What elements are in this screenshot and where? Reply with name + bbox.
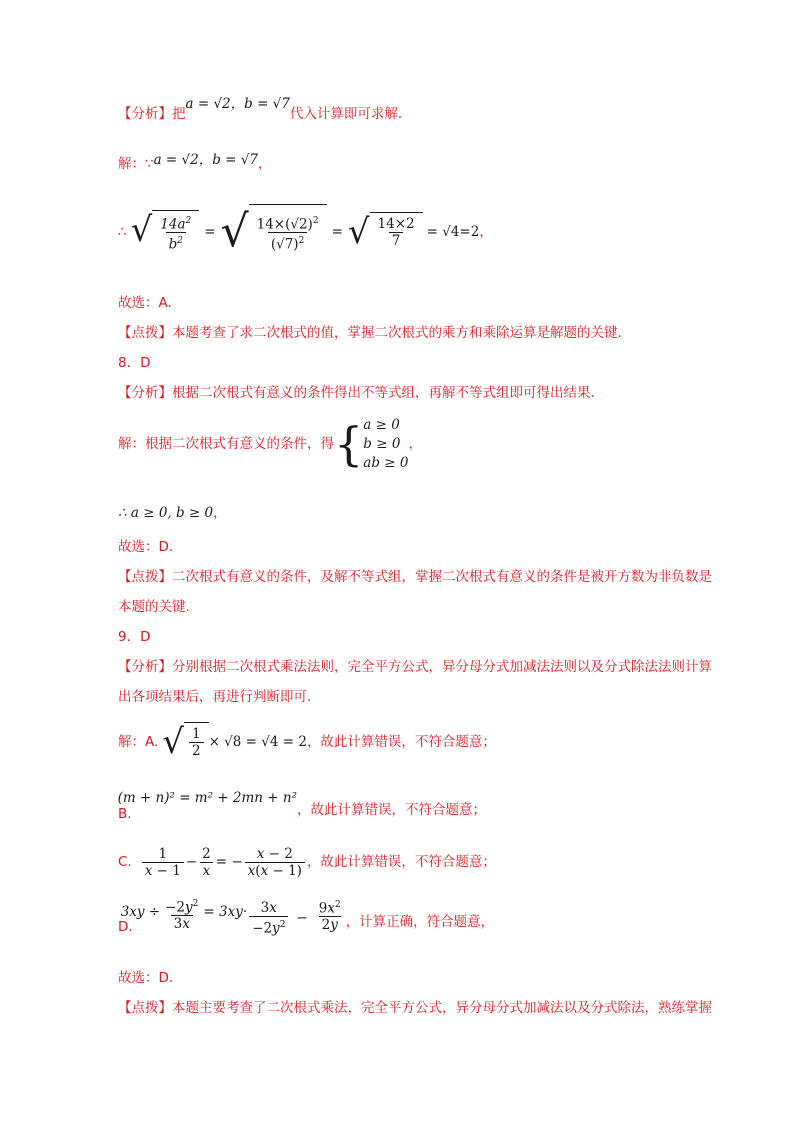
q9-option-c: C. $\frac{1}{x - 1}$ − $\frac{2}{x}$ = − $\frac{x - 2}{x(x - 1)}$ ，故此计算错误，不符合题意； xyxy=(118,845,496,879)
q8-analysis: 【分析】根据二次根式有意义的条件得出不等式组，再解不等式组即可得出结果. xyxy=(118,385,595,401)
q8-tip-1: 【点拨】二次根式有意义的条件，及解不等式组，掌握二次根式有意义的条件是被开方数为非负数是 xyxy=(118,569,712,585)
radical-2: √ $\frac{14\times(√2)^2}{(√7)^2}$ xyxy=(221,204,327,260)
q8-solution: 解：根据二次根式有意义的条件，得 { a ≥ 0 b ≥ 0 ab ≥ 0 ， xyxy=(118,414,422,474)
q8-answer: 故选：D. xyxy=(118,539,174,555)
q9-analysis-2: 出各项结果后，再进行判断即可. xyxy=(118,689,312,705)
q7-answer: 故选：A. xyxy=(118,295,172,311)
q8-tip-2: 本题的关键. xyxy=(118,599,190,615)
q9-tip: 【点拨】本题主要考查了二次根式乘法，完全平方公式，异分母分式加减法以及分式除法，熟练掌握 xyxy=(118,1000,712,1016)
analysis-tag: 【分析】 xyxy=(118,106,172,122)
tip-tag: 【点拨】 xyxy=(118,325,172,341)
q7-computation: ∴ √ $\frac{14a^2}{b^2}$ = √ $\frac{14\times(√2)^2}{(√7)^2}$ = √ $\frac{14\times 2}{7}$ = √4=2 ， xyxy=(118,200,493,264)
q8-conclusion: ∴ a ≥ 0, b ≥ 0， xyxy=(118,505,227,521)
radical-3: √ $\frac{14\times 2}{7}$ xyxy=(348,212,423,252)
q8-number: 8．D xyxy=(118,355,151,371)
q9-option-a: 解：A. √ $\frac{1}{2}$ × √8 = √4 = 2 ，故此计算错误，不符合题意； xyxy=(118,722,496,762)
q7-analysis-math: a = √2，b = √7 xyxy=(185,96,290,112)
q9-option-b: B. (m + n)² = m² + 2mn + n² ，故此计算错误，不符合题意； xyxy=(117,790,486,822)
inequality-system: { a ≥ 0 b ≥ 0 ab ≥ 0 xyxy=(334,416,409,471)
q7-result: = √4=2 xyxy=(426,224,480,240)
q9-analysis-1: 【分析】分别根据二次根式乘法法则，完全平方公式，异分母分式加减法法则以及分式除法法则计算 xyxy=(118,659,712,675)
q7-analysis-line: 【分析】把a = √2，b = √7代入计算即可求解. xyxy=(118,96,403,122)
q9-answer: 故选：D. xyxy=(118,970,174,986)
q7-solution-math: a = √2，b = √7 xyxy=(153,152,258,168)
system-row: ab ≥ 0 xyxy=(363,454,409,471)
q9-option-d: D. 3xy ÷ $\frac{-2y^2}{3x}$ = 3xy· $\frac{3x}{-2y^2}$ − $\frac{9x^2}{2y}$ ，计算正确，符合题意， xyxy=(118,898,495,937)
system-row: a ≥ 0 xyxy=(363,416,400,433)
q7-tip: 【点拨】本题考查了求二次根式的值，掌握二次根式的乘方和乘除运算是解题的关键. xyxy=(118,325,622,341)
system-row: b ≥ 0 xyxy=(363,435,401,452)
q7-solution-line: 解：∵a = √2，b = √7， xyxy=(118,152,272,172)
radical-1: √ $\frac{14a^2}{b^2}$ xyxy=(131,210,200,255)
q9-number: 9．D xyxy=(118,629,151,645)
